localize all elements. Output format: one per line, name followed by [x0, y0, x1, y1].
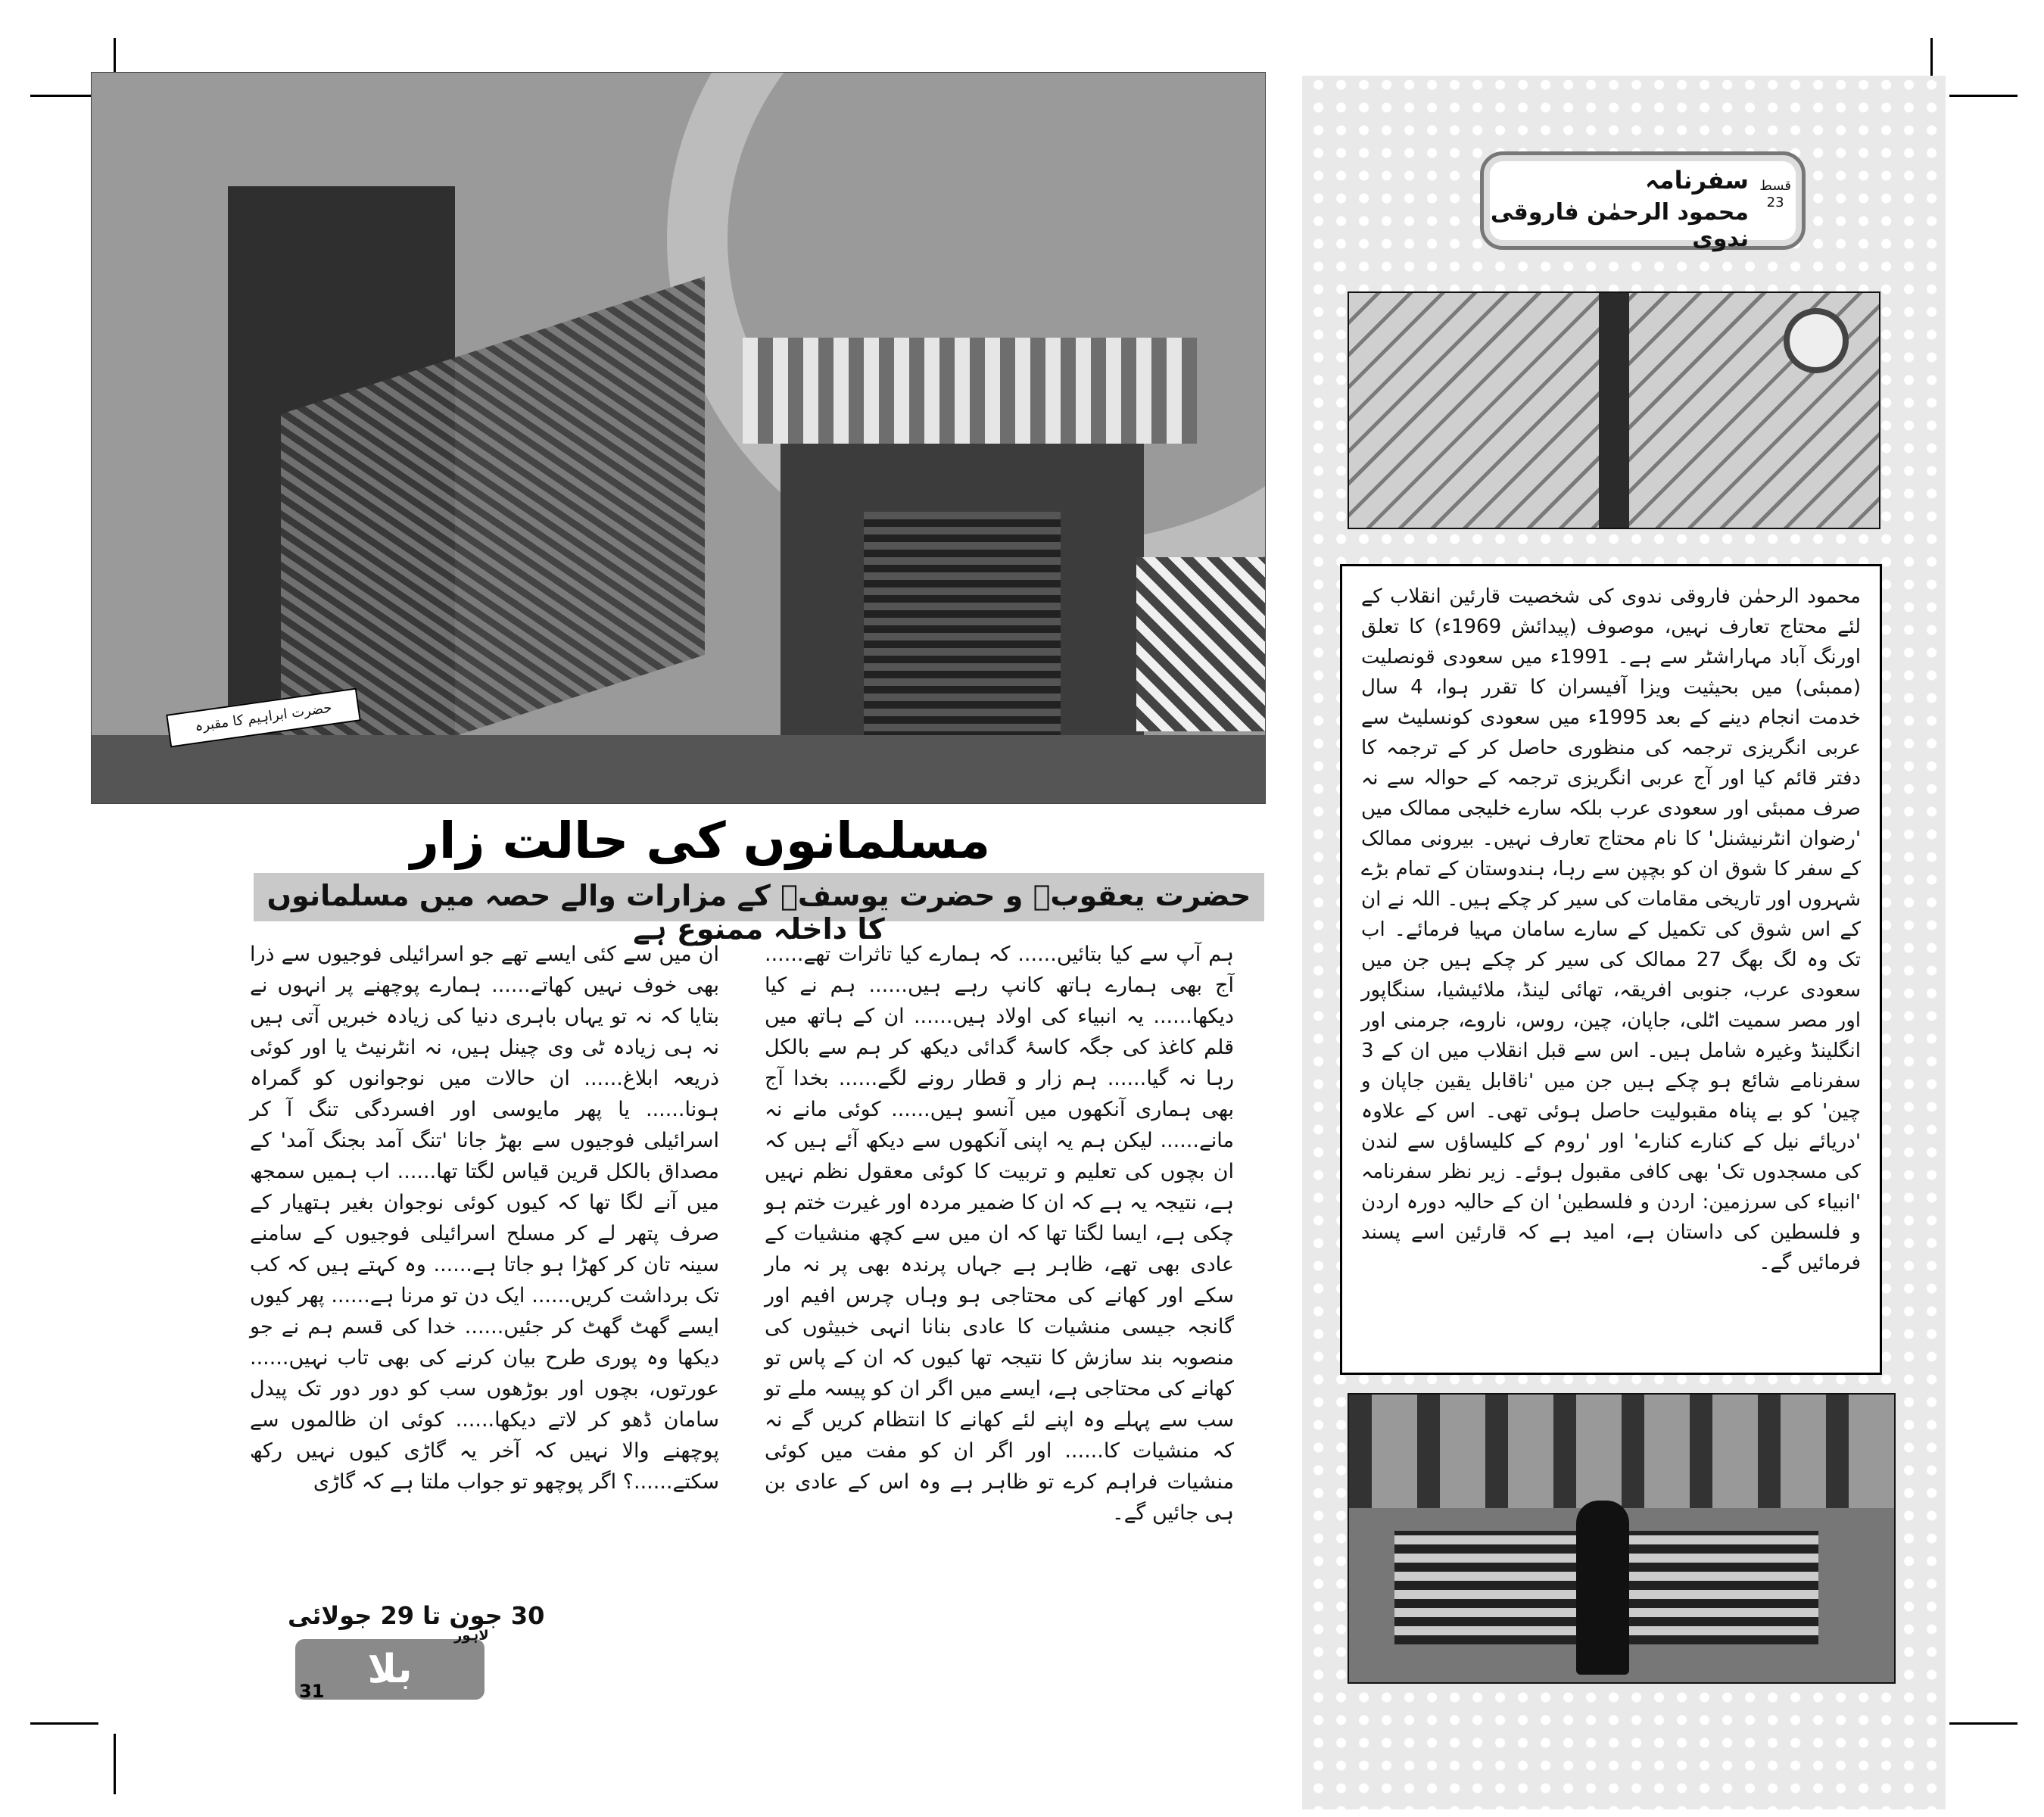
photo-ceiling-rib	[1599, 291, 1629, 529]
photo-rose-window	[1784, 308, 1849, 373]
crop-mark	[1949, 95, 2018, 97]
magazine-city: لاہور	[454, 1628, 489, 1644]
ceiling-photo	[1348, 291, 1880, 529]
article-headline: مسلمانوں کی حالت زار	[410, 812, 991, 870]
page-number: 31	[299, 1681, 325, 1702]
crop-mark	[30, 1722, 98, 1725]
subheadline-bar	[254, 873, 1264, 946]
issue-label: قسط	[1759, 178, 1791, 194]
series-label: سفرنامہ	[1645, 166, 1749, 195]
crop-mark	[30, 95, 98, 97]
series-badge	[1480, 151, 1806, 250]
article-column-right: ہم آپ سے کیا بتائیں...... کہ ہمارے کیا تاثرات تھے...... آج بھی ہمارے ہاتھ کانپ رہے ہیں...... ہم نے کیا دیکھا...... یہ انبیاء کی اولاد ہیں...... ان کے ہاتھ میں قلم کاغذ کی جگہ کاسۂ گدائی دیکھ کر ہم سے بالکل رہا نہ گیا...... ہم زار و قطار رونے لگے...... بخدا آج بھی ہماری آنکھوں میں آنسو ہیں...... کوئی مانے نہ مانے...... لیکن ہم یہ اپنی آنکھوں سے دیکھ آئے ہیں کہ ان بچوں کی تعلیم و تربیت کا کوئی معقول نظم نہیں ہے، نتیجہ یہ ہے کہ ان کا ضمیر مردہ اور غیرت ختم ہو چکی ہے، ایسا لگتا تھا کہ ان میں سے کچھ منشیات کے عادی بھی تھے، ظاہر ہے جہاں پرندہ بھی پر نہ مار سکے اور کھانے کی محتاجی ہو وہاں چرس افیم اور گانجہ جیسی منشیات کا عادی بنانا انہی خبیثوں کی منصوبہ بند سازش کا نتیجہ تھا کیوں کہ ان کے پاس تو کھانے کی محتاجی ہے، ایسے میں اگر ان کو پیسہ ملے تو سب سے پہلے وہ اپنے لئے کھانے کا انتظام کریں گے نہ کہ منشیات کا...... اور اگر ان کو مفت میں کوئی منشیات فراہم کرے تو ظاہر ہے وہ اس کے عادی بن ہی جائیں گے۔	[765, 943, 1234, 1525]
minbar-photo	[91, 72, 1266, 804]
issue-number: 23	[1766, 195, 1784, 210]
photo-arches	[1349, 1395, 1894, 1508]
issue-date: 30 جون تا 29 جولائی	[288, 1601, 545, 1630]
photo-caption: حضرت ابراہیم کا مقبرہ	[166, 688, 361, 748]
author-bio: محمود الرحمٰن فاروقی ندوی کی شخصیت قارئین انقلاب کے لئے محتاج تعارف نہیں، موصوف (پیدائش 1969ء) کا تعلق اورنگ آباد مہاراشٹر سے ہے۔ 1991ء میں سعودی قونصلیت (ممبئی) میں بحیثیت ویزا آفیسران کا تقرر ہوا، 4 سال خدمت انجام دینے کے بعد 1995ء میں سعودی کونسلیٹ سے عربی انگریزی ترجمہ کی منظوری حاصل کر کے ترجمہ کا دفتر قائم کیا اور آج عربی انگریزی ترجمہ کے حوالہ سے نہ صرف ممبئی اور سعودی عرب بلکہ سارے خلیجی ممالک میں 'رضوان انٹرنیشنل' کا نام محتاج تعارف نہیں۔ بیرونی ممالک کے سفر کا شوق ان کو بچپن سے رہا، ہندوستان کے تمام بڑے شہروں اور تاریخی مقامات کی سیر کر چکے ہیں۔ اللہ نے ان کے اس شوق کی تکمیل کے سارے سامان مہیا فرمائے۔ اب تک وہ لگ بھگ 27 ممالک کی سیر کر چکے ہیں جن میں سعودی عرب، جنوبی افریقہ، تھائی لینڈ، ملائیشیا، سنگاپور اور مصر سمیت اٹلی، جاپان، چین، روس، ناروے، جرمنی اور انگلینڈ وغیرہ شامل ہیں۔ اس سے قبل انقلاب میں ان کے 3 سفرنامے شائع ہو چکے ہیں جن میں 'ناقابل یقین جاپان و چین' کو بے پناہ مقبولیت حاصل ہوئی تھی۔ اس کے علاوہ 'دریائے نیل کے کنارے کنارے' اور 'روم کے کلیساؤں سے لندن کی مسجدوں تک' بھی کافی مقبول ہوئے۔ زیر نظر سفرنامہ 'انبیاء کی سرزمین: اردن و فلسطین' ان کے حالیہ دورہ اردن و فلسطین کی داستان ہے، امید ہے کہ قارئین اسے پسند فرمائیں گے۔	[1361, 585, 1862, 1274]
crop-mark	[1949, 1722, 2018, 1725]
issue-mark	[1759, 178, 1791, 211]
photo-wall-panel	[1136, 557, 1266, 731]
article-column-left: ان میں سے کئی ایسے تھے جو اسرائیلی فوجیوں سے ذرا بھی خوف نہیں کھاتے...... ہمارے پوچھنے پر انہوں نے بتایا کہ نہ تو یہاں باہری دنیا کی زیادہ خبریں آتی ہیں نہ ہی زیادہ ٹی وی چینل ہیں، نہ انٹرنیٹ یا اور کوئی ذریعہ ابلاغ...... ان حالات میں نوجوانوں کو گمراہ ہونا...... یا پھر مایوسی اور افسردگی تنگ آ کر اسرائیلی فوجیوں سے بھڑ جانا 'تنگ آمد بجنگ آمد' کے مصداق بالکل قرین قیاس لگتا تھا...... اب ہمیں سمجھ میں آنے لگا تھا کہ کیوں کوئی نوجوان بغیر ہتھیار کے صرف پتھر لے کر مسلح اسرائیلی فوجیوں کے سامنے سینہ تان کر کھڑا ہو جاتا ہے...... وہ کہتے ہیں کہ کب تک برداشت کریں...... ایک دن تو مرنا ہے...... پھر کیوں ایسے گھٹ گھٹ کر جئیں...... خدا کی قسم ہم نے جو دیکھا وہ پوری طرح بیان کرنے کی بھی تاب نہیں...... عورتوں، بچوں اور بوڑھوں سب کو دور دور تک پیدل سامان ڈھو کر لاتے دیکھا...... کوئی ان ظالموں سے پوچھنے والا نہیں کہ آخر یہ گاڑی کیوں نہیں رکھ سکتے......؟ اگر پوچھو تو جواب ملتا ہے کہ گاڑی	[250, 943, 719, 1494]
crop-mark	[114, 1734, 116, 1794]
magazine-logo: بلا واسطہ	[295, 1639, 485, 1700]
photo-soldier	[1576, 1501, 1629, 1675]
author-name: محمود الرحمٰن فاروقی ندوی	[1490, 199, 1749, 252]
article-subheadline: حضرت یعقوبؑ و حضرت یوسفؑ کے مزارات والے حصہ میں مسلمانوں کا داخلہ ممنوع ہے	[266, 879, 1251, 946]
photo-canopy	[743, 338, 1197, 444]
hall-photo	[1348, 1393, 1896, 1684]
author-bio-box	[1340, 564, 1882, 1375]
photo-floor	[92, 735, 1265, 803]
